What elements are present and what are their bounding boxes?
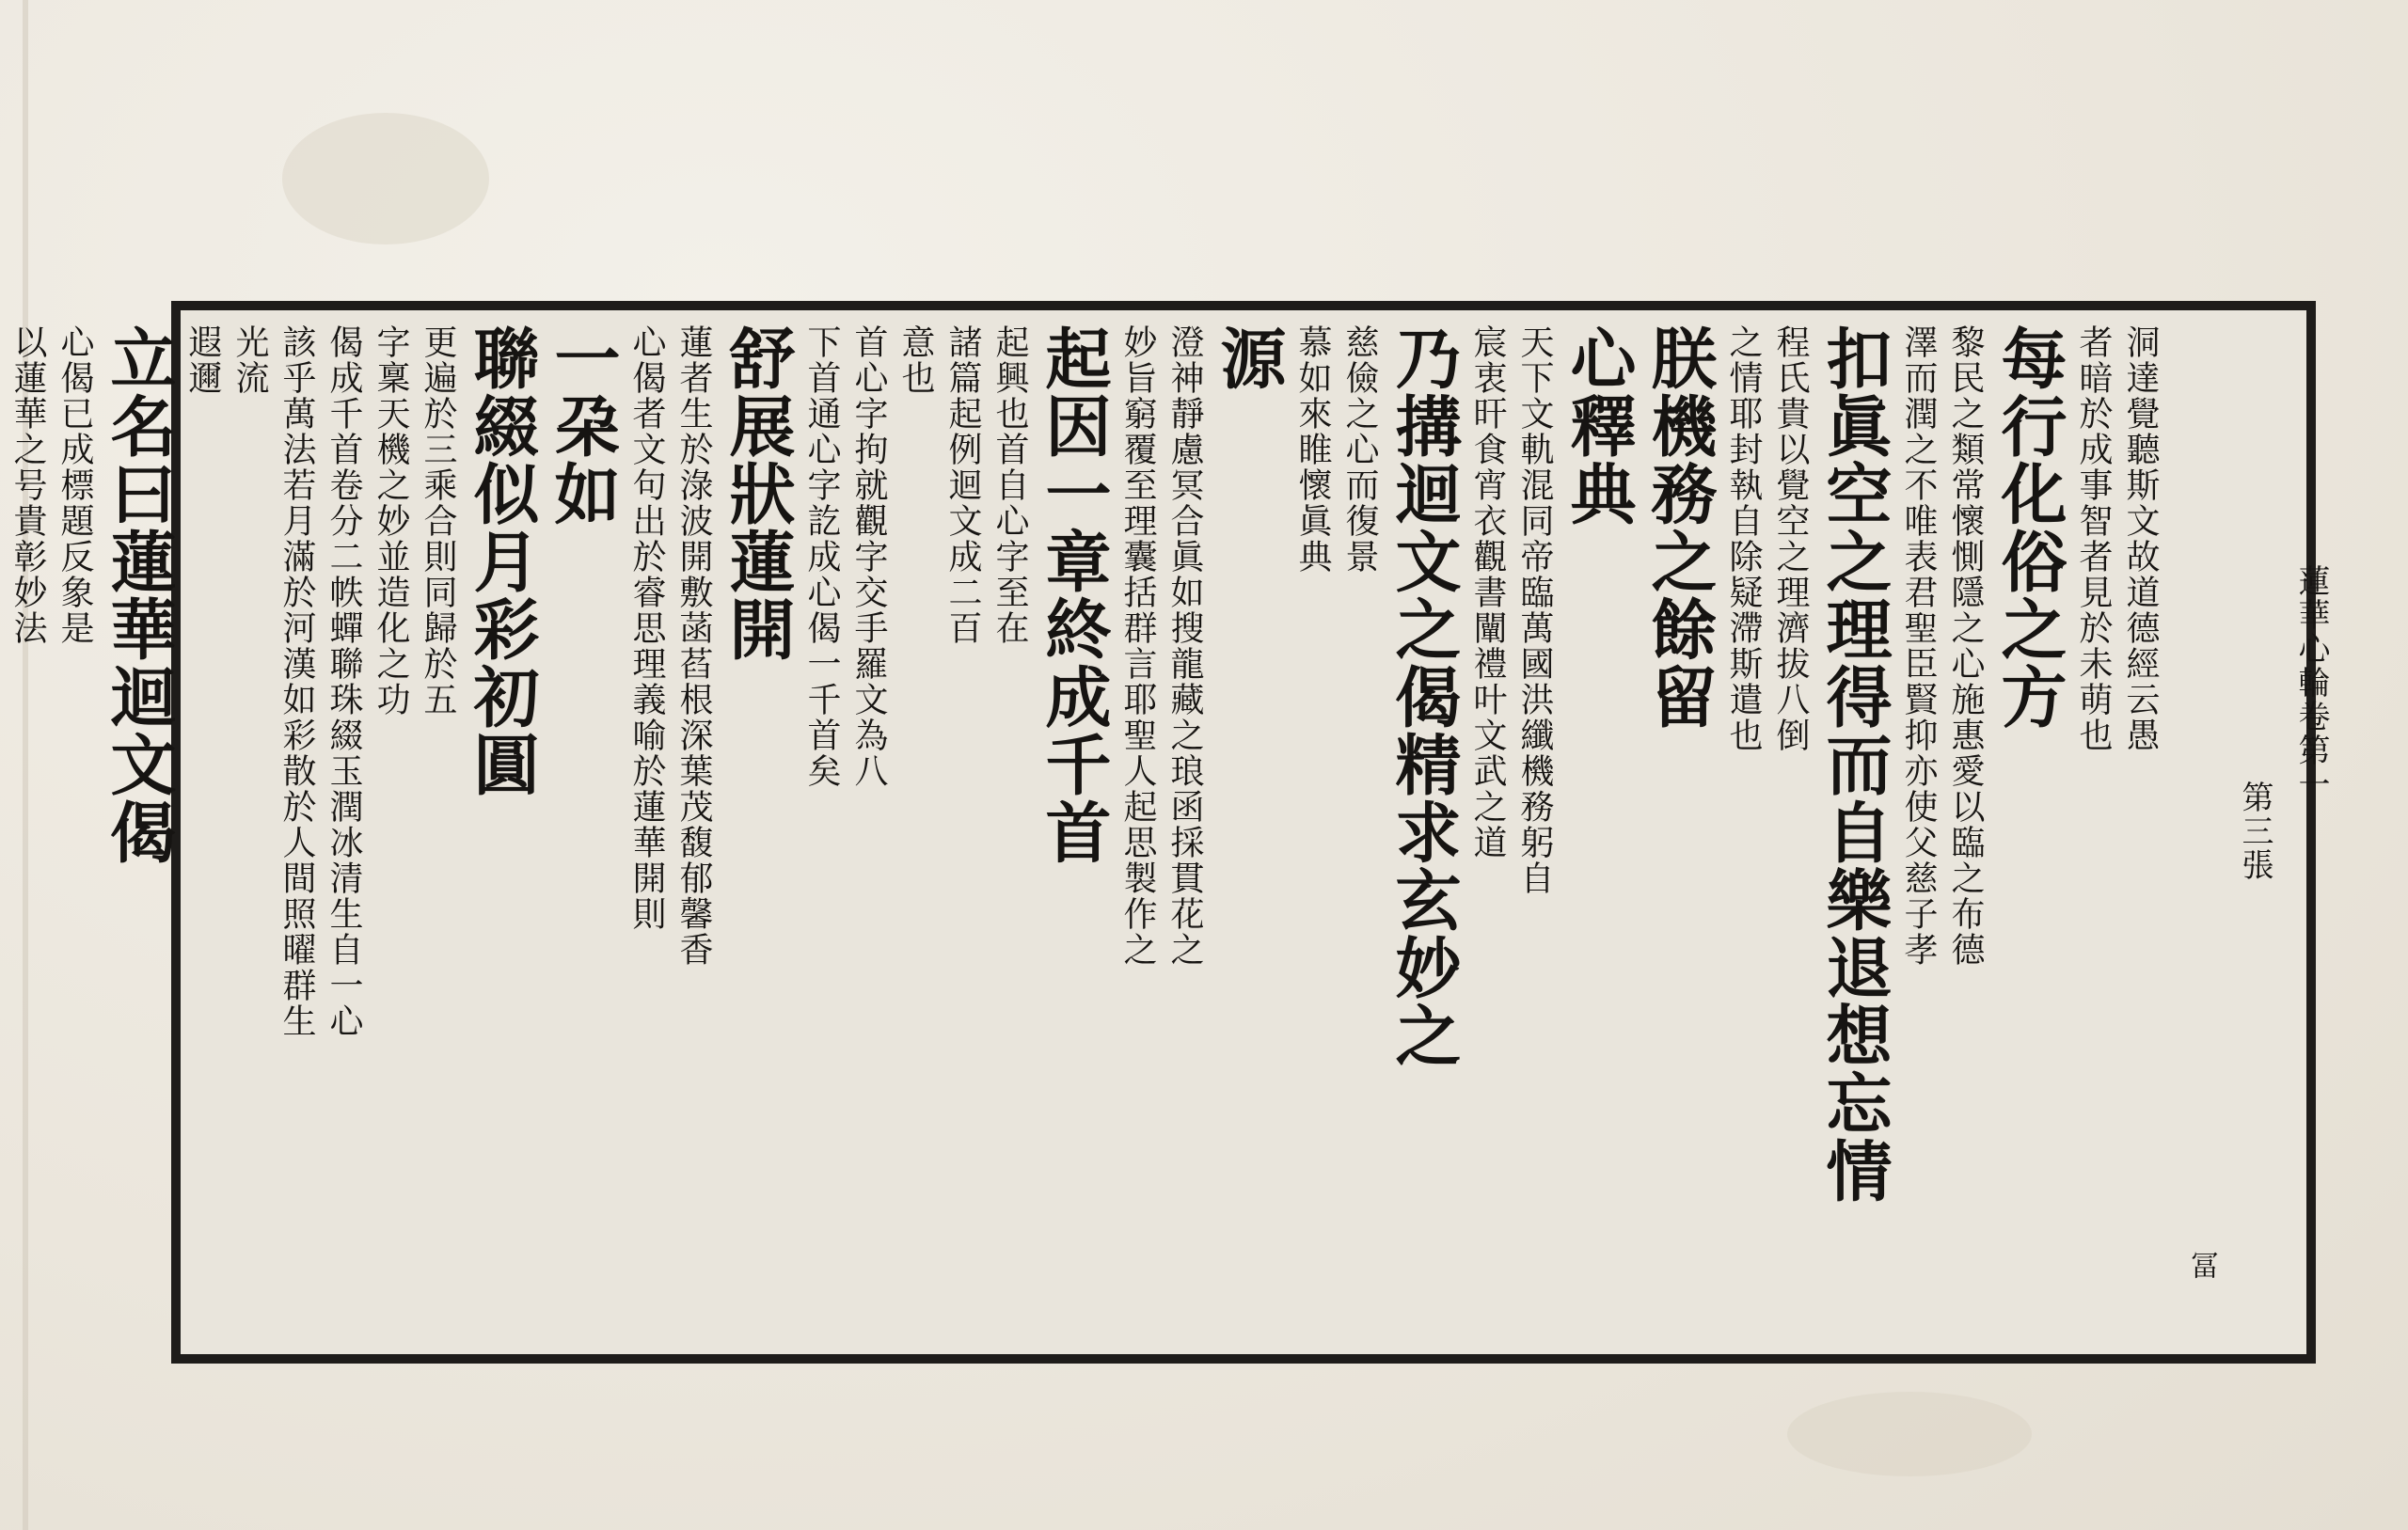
commentary-column: 程氏貴以覺空之理濟拔八倒 (1771, 324, 1810, 753)
main-text-column: 乃搆迴文之偈精求玄妙之 (1385, 324, 1463, 1069)
main-text-column: 源 (1210, 324, 1288, 392)
commentary-column: 心偈者文句出於睿思理義喻於蓮華開則 (627, 324, 666, 932)
commentary-column: 光流 (230, 324, 269, 396)
text-columns (8, 324, 2163, 1340)
commentary-column: 意也 (896, 324, 935, 396)
commentary-column: 澄神靜慮冥合眞如搜龍藏之琅函採貫花之 (1165, 324, 1204, 968)
paper-stain (282, 113, 489, 244)
commentary-column: 諸篇起例迴文成二百 (943, 324, 982, 646)
commentary-column: 該乎萬法若月滿於河漢如彩散於人間照曜群生 (277, 324, 316, 1039)
leaf-number: 第三張 (2236, 781, 2273, 882)
commentary-column: 遐邇 (183, 324, 222, 396)
main-text-column: 一朶如 (544, 324, 622, 528)
commentary-column: 下首通心字訖成心偈一千首矣 (802, 324, 841, 789)
commentary-column: 起興也首自心字至在 (990, 324, 1029, 646)
commentary-column: 以蓮華之号貴彰妙法 (8, 324, 47, 646)
commentary-column: 慈儉之心而復景 (1340, 324, 1379, 575)
commentary-column: 天下文軌混同帝臨萬國洪纖機務躬自 (1515, 324, 1554, 896)
commentary-column: 蓮者生於淥波開敷菡萏根深葉茂馥郁馨香 (674, 324, 713, 968)
main-text-column: 起因一章終成千首 (1035, 324, 1113, 866)
commentary-column: 首心字拘就觀字交手羅文為八 (849, 324, 888, 789)
main-text-column: 每行化俗之方 (1990, 324, 2068, 731)
main-text-column: 心釋典 (1560, 324, 1638, 528)
commentary-column: 宸衷旰食宵衣觀書闡禮叶文武之道 (1468, 324, 1507, 860)
margin-header (2185, 329, 2333, 1317)
commentary-column: 之情耶封執自除疑滯斯遣也 (1724, 324, 1763, 753)
main-text-column: 舒展狀蓮開 (719, 324, 797, 663)
commentary-column: 偈成千首卷分二帙蟬聯珠綴玉潤冰清生自一心 (325, 324, 363, 1039)
commentary-column: 洞達覺聽斯文故道德經云愚 (2121, 324, 2160, 753)
commentary-column: 者暗於成事智者見於未萌也 (2074, 324, 2113, 753)
commentary-column: 慕如來睢懷眞典 (1293, 324, 1332, 575)
main-text-column: 朕機務之餘留 (1640, 324, 1719, 731)
main-text-column: 扣眞空之理得而自樂退想忘情 (1815, 324, 1893, 1205)
commentary-column: 澤而潤之不唯表君聖臣賢抑亦使父慈子孝 (1899, 324, 1938, 968)
book-title: 蓮華心輪卷第一 (2292, 564, 2330, 801)
commentary-column: 黎民之類常懷惻隱之心施惠愛以臨之布德 (1946, 324, 1985, 968)
commentary-column: 更遍於三乘合則同歸於五 (419, 324, 457, 718)
commentary-column: 字稟天機之妙並造化之功 (372, 324, 410, 718)
commentary-column: 妙旨窮覆至理囊括群言耶聖人起思製作之 (1118, 324, 1157, 968)
main-text-column: 聯綴似月彩初圓 (463, 324, 541, 798)
main-text-column: 立名曰蓮華迴文偈 (100, 324, 178, 866)
commentary-column: 心偈已成標題反象是 (55, 324, 94, 646)
page-number: 冨 (2185, 1251, 2218, 1281)
paper-stain (1787, 1392, 2032, 1476)
